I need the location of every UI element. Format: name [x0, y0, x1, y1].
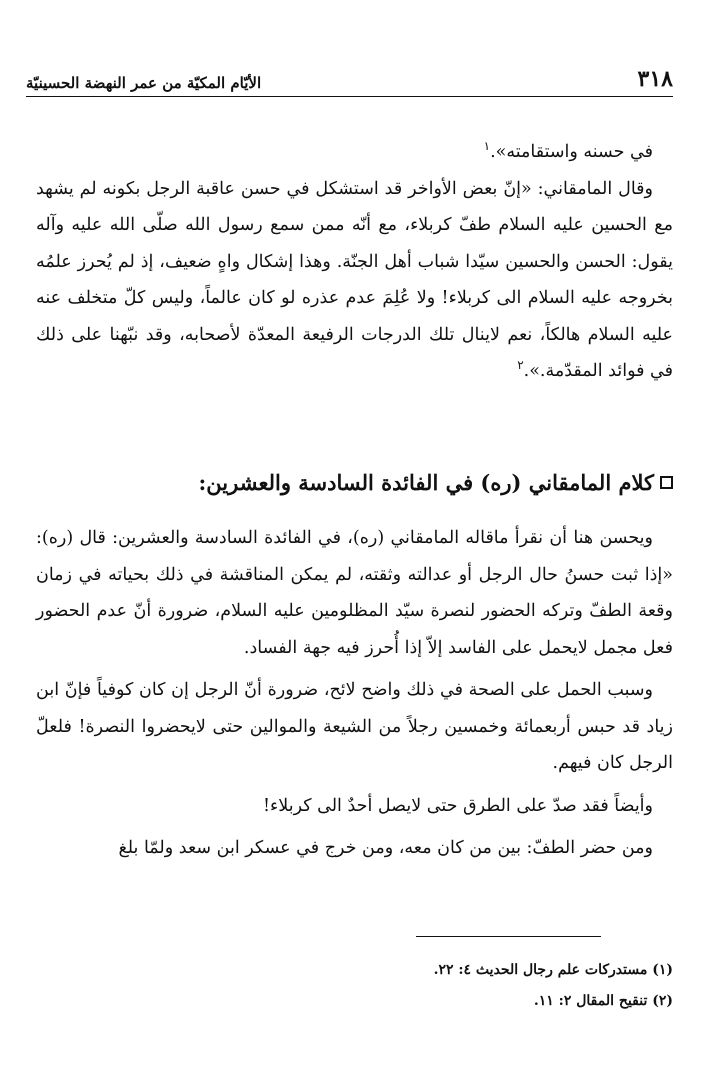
footnote-ref-2: ٢: [517, 358, 524, 373]
footnote-ref-1: ١: [483, 139, 491, 154]
paragraph-1: في حسنه واستقامته».$^١$: [483, 139, 653, 162]
paragraph-4: وسبب الحمل على الصحة في ذلك واضح لائح، ضرورة أنّ الرجل إن كان كوفياً فإنّ ابن زياد قد حبس أربعمائة وخمسين رجلاً من الشيعة والموالين حتى لايحضروا النصرة! فلعلّ الرجل كان فيهم.: [36, 680, 673, 773]
paragraph-5: وأيضاً فقد صدّ على الطرق حتى لايصل أحدٌ الى كربلاء!: [263, 795, 653, 816]
page-header: [26, 58, 673, 97]
body-text-top: [36, 134, 673, 390]
running-title: الأيّام المكيّة من عمر النهضة الحسينيّة: [26, 74, 262, 92]
page-number: ٣١٨: [637, 66, 673, 92]
square-bullet-icon: [660, 476, 673, 489]
body-text-bottom: [36, 520, 673, 867]
section-heading-text: كلام المامقاني (ره) في الفائدة السادسة والعشرين:: [198, 470, 654, 495]
footnote-2: (٢) تنقيح المقال ٢: ١١.: [533, 993, 673, 1009]
paragraph-3: ويحسن هنا أن نقرأ ماقاله المامقاني (ره)، في الفائدة السادسة والعشرين: قال (ره): «إذا ثبت حسنُ حال الرجل أو عدالته وثقته، لم يمكن المناقشة في ذلك بحياته في زمان وقعة الطفّ وتركه الحضور لنصرة سيّد المظلومين عليه السلام، ضرورة أنّ عدم الحضور فعل مجمل لايحمل على الفاسد إلاّ إذا أُحرز فيه جهة الفساد.: [36, 528, 673, 658]
paragraph-6: ومن حضر الطفّ: بين من كان معه، ومن خرج في عسكر ابن سعد ولمّا بلغ: [118, 838, 653, 858]
section-heading: [36, 470, 673, 495]
paragraph-2: وقال المامقاني: «إنّ بعض الأواخر قد استشكل في حسن عاقبة الرجل بكونه لم يشهد مع الحسين عليه السلام طفّ كربلاء، مع أنّه ممن سمع رسول الله صلّى الله عليه وآله يقول: الحسن والحسين سيّدا شباب أهل الجنّة. وهذا إشكال واهٍ ضعيف، إذ لم يُحرز علمُه بخروجه عليه السلام الى كربلاء! ولا عُلِمَ عدم عذره لو كان عالماً، وليس كلّ متخلف عنه عليه السلام هالكاً، نعم لاينال تلك الدرجات الرفيعة المعدّة لأصحابه، وقد نبّهنا على ذلك في فوائد المقدّمة.».$^٢$: [36, 178, 673, 381]
footnote-1: (١) مستدركات علم رجال الحديث ٤: ٢٢.: [433, 962, 673, 978]
footnotes: [36, 955, 673, 1017]
footnote-divider: [416, 936, 601, 937]
